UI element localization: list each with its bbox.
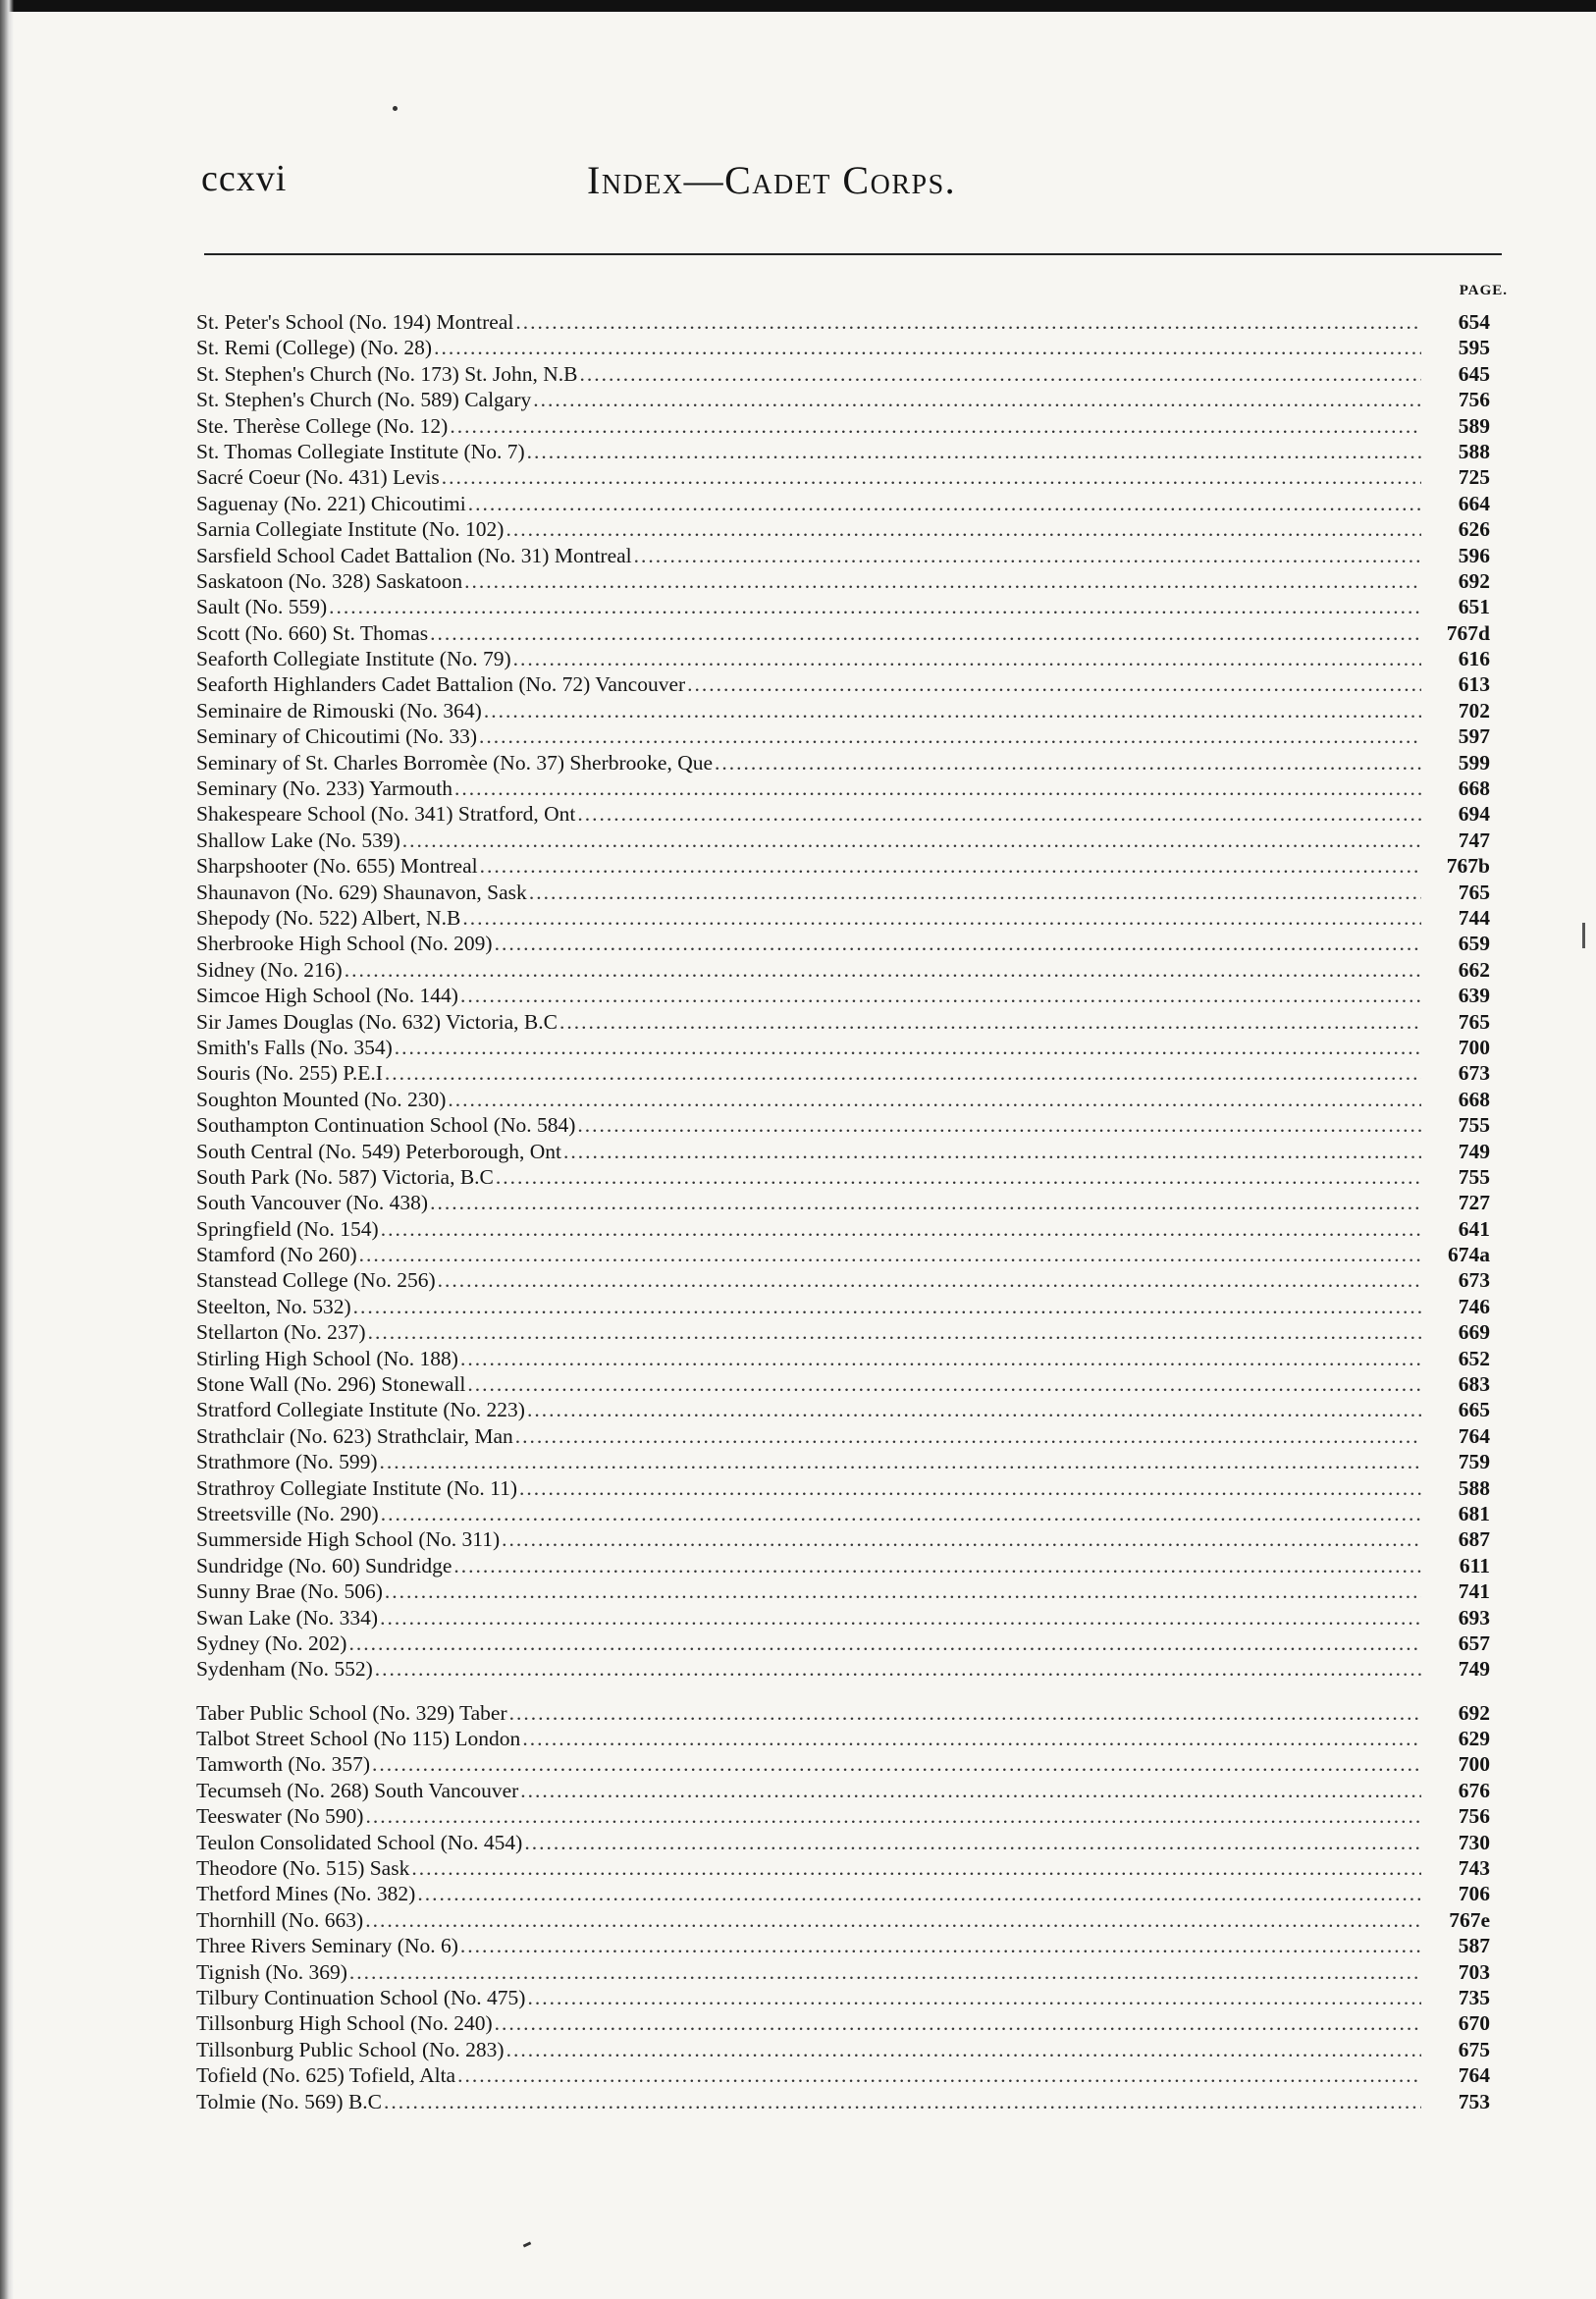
index-entry [196,2010,1490,2036]
dot-leader [365,1907,1421,1933]
index-entry [196,1346,1490,1371]
index-entry [196,2037,1490,2062]
entry-page-number: 747 [1458,828,1490,852]
entry-page-number: 595 [1458,336,1490,360]
dot-leader [529,880,1421,905]
dot-leader [430,620,1421,646]
entry-name: Scott (No. 660) St. Thomas [196,620,429,645]
entry-page-number: 749 [1458,1139,1490,1163]
index-entry [196,1190,1490,1215]
entry-name: Tecumseh (No. 268) South Vancouver [196,1778,519,1802]
index-entry [196,1803,1490,1829]
index-entry [196,1216,1490,1242]
index-entry [196,1605,1490,1631]
index-entry [196,516,1490,542]
entry-page-number: 765 [1458,880,1490,904]
entry-name: Strathroy Collegiate Institute (No. 11) [196,1475,518,1500]
index-entry [196,413,1490,439]
entry-page-number: 675 [1458,2037,1490,2061]
entry-page-number: 676 [1458,1778,1490,1802]
running-head [201,157,1497,216]
index-entry [196,1985,1490,2010]
index-group [196,1700,1490,2114]
dot-leader [384,2089,1421,2114]
dot-leader [467,1371,1421,1397]
dot-leader [563,1139,1421,1164]
dot-leader [527,439,1421,464]
dot-leader [349,1959,1421,1985]
index-entry [196,775,1490,801]
print-speck [523,2241,532,2247]
dot-leader [385,1060,1421,1086]
entry-page-number: 681 [1458,1501,1490,1525]
index-entry [196,1526,1490,1552]
entry-name: Theodore (No. 515) Sask [196,1856,410,1881]
dot-leader [450,413,1421,439]
index-entry [196,671,1490,697]
index-entry [196,983,1490,1008]
entry-name: Stirling High School (No. 188) [196,1346,458,1370]
entry-name: South Central (No. 549) Peterborough, Ont [196,1139,562,1163]
index-entry [196,828,1490,853]
entry-page-number: 755 [1458,1164,1490,1189]
dot-leader [519,1475,1421,1501]
dot-leader [515,1423,1421,1449]
entry-page-number: 673 [1458,1061,1490,1086]
index-entry [196,1907,1490,1933]
index-entry [196,1009,1490,1035]
index-entry [196,335,1490,360]
entry-page-number: 692 [1458,568,1490,593]
index-entry [196,2089,1490,2114]
entry-page-number: 651 [1458,595,1490,619]
dot-leader [345,957,1421,983]
dot-leader [495,931,1421,956]
dot-leader [484,698,1421,723]
index-entry [196,1700,1490,1726]
index-entry [196,309,1490,335]
entry-name: Souris (No. 255) P.E.I [196,1061,383,1086]
entry-name: Saskatoon (No. 328) Saskatoon [196,568,463,593]
entry-page-number: 588 [1458,439,1490,463]
dot-leader [381,1216,1421,1242]
dot-leader [522,1726,1421,1751]
entry-page-number: 669 [1458,1320,1490,1345]
entry-page-number: 674a [1448,1243,1490,1267]
entry-name: Stratford Collegiate Institute (No. 223) [196,1398,525,1422]
entry-page-number: 706 [1458,1882,1490,1906]
index-entry [196,1656,1490,1682]
entry-page-number: 692 [1458,1700,1490,1725]
dot-leader [513,646,1421,671]
margin-mark [1582,923,1585,948]
dot-leader [464,568,1421,594]
page-number-roman: ccxvi [201,158,288,199]
entry-name: Thornhill (No. 663) [196,1907,364,1932]
entry-page-number: 687 [1458,1527,1490,1552]
dot-leader [527,1397,1421,1422]
dot-leader [715,750,1421,775]
entry-name: Shaunavon (No. 629) Shaunavon, Sask [196,880,527,904]
entry-page-number: 597 [1458,724,1490,749]
entry-page-number: 767b [1446,854,1490,879]
entry-name: Sarnia Collegiate Institute (No. 102) [196,517,505,542]
entry-name: Teeswater (No 590) [196,1804,364,1829]
index-entry [196,1578,1490,1604]
index-entry [196,750,1490,775]
index-entry [196,620,1490,646]
index-entry [196,723,1490,749]
entry-name: Sunny Brae (No. 506) [196,1579,383,1604]
index-entry [196,905,1490,931]
index-entry [196,1319,1490,1345]
index-entries [196,309,1490,2114]
index-entry [196,1060,1490,1086]
entry-page-number: 735 [1458,1986,1490,2009]
entry-name: Stamford (No 260) [196,1243,357,1267]
entry-name: Sherbrooke High School (No. 209) [196,932,493,956]
index-entry [196,1830,1490,1855]
entry-name: Tolmie (No. 569) B.C [196,2089,382,2113]
entry-name: Seminary (No. 233) Yarmouth [196,776,452,801]
entry-page-number: 702 [1458,698,1490,722]
entry-page-number: 753 [1458,2089,1490,2113]
entry-name: Tillsonburg Public School (No. 283) [196,2037,505,2061]
dot-leader [448,1087,1421,1112]
dot-leader [533,387,1421,412]
entry-page-number: 730 [1458,1830,1490,1854]
entry-page-number: 694 [1458,802,1490,827]
entry-name: St. Peter's School (No. 194) Montreal [196,310,514,334]
entry-page-number: 596 [1458,543,1490,567]
entry-name: St. Stephen's Church (No. 589) Calgary [196,388,532,412]
index-entry [196,543,1490,568]
entry-page-number: 741 [1458,1579,1490,1604]
dot-leader [380,1449,1421,1474]
index-entry [196,568,1490,594]
dot-leader [434,335,1421,360]
entry-name: Sir James Douglas (No. 632) Victoria, B.C [196,1009,558,1034]
index-entry [196,387,1490,412]
entry-page-number: 693 [1458,1605,1490,1630]
entry-name: Simcoe High School (No. 144) [196,984,458,1008]
entry-page-number: 759 [1458,1450,1490,1474]
dot-leader [353,1294,1421,1319]
index-entry [196,1553,1490,1578]
entry-page-number: 616 [1458,647,1490,671]
entry-page-number: 670 [1458,2011,1490,2036]
entry-name: Steelton, No. 532) [196,1294,351,1318]
entry-name: South Vancouver (No. 438) [196,1191,429,1215]
entry-page-number: 589 [1458,413,1490,438]
entry-page-number: 652 [1458,1346,1490,1370]
entry-name: Saguenay (No. 221) Chicoutimi [196,491,466,515]
entry-name: St. Stephen's Church (No. 173) St. John, N.B [196,361,578,386]
entry-page-number: 673 [1458,1268,1490,1293]
dot-leader [577,801,1421,827]
entry-page-number: 703 [1458,1959,1490,1984]
entry-page-number: 756 [1458,1804,1490,1829]
entry-page-number: 746 [1458,1294,1490,1318]
index-entry [196,1881,1490,1906]
dot-leader [438,1267,1421,1293]
entry-page-number: 727 [1458,1191,1490,1215]
index-entry [196,1112,1490,1138]
index-entry [196,464,1490,490]
entry-page-number: 755 [1458,1113,1490,1138]
index-entry [196,1242,1490,1267]
entry-name: Southampton Continuation School (No. 584) [196,1113,576,1138]
entry-name: Seminary of St. Charles Borromèe (No. 37) Sherbrooke, Que [196,750,714,775]
entry-name: Thetford Mines (No. 382) [196,1882,416,1906]
entry-page-number: 700 [1458,1752,1490,1777]
entry-name: St. Thomas Collegiate Institute (No. 7) [196,439,525,463]
dot-leader [496,1164,1421,1190]
dot-leader [468,491,1421,516]
index-entry [196,646,1490,671]
dot-leader [505,516,1421,542]
page-title: Index—Cadet Corps. [587,158,957,202]
dot-leader [385,1578,1421,1604]
index-entry [196,957,1490,983]
dot-leader [348,1631,1421,1656]
index-entry [196,439,1490,464]
entry-page-number: 767e [1449,1907,1490,1932]
entry-name: Sydney (No. 202) [196,1631,347,1655]
entry-name: Shallow Lake (No. 539) [196,828,400,852]
entry-page-number: 749 [1458,1657,1490,1682]
dot-leader [460,1346,1421,1371]
dot-leader [460,983,1421,1008]
entry-name: Stellarton (No. 237) [196,1320,366,1345]
entry-name: Strathmore (No. 599) [196,1450,378,1474]
entry-name: Talbot Street School (No 115) London [196,1727,521,1751]
dot-leader [380,1605,1421,1631]
entry-name: Stone Wall (No. 296) Stonewall [196,1372,466,1397]
dot-leader [457,2062,1421,2088]
dot-leader [365,1803,1421,1829]
index-entry [196,1397,1490,1422]
entry-page-number: 744 [1458,905,1490,930]
entry-page-number: 645 [1458,361,1490,386]
entry-name: Streetsville (No. 290) [196,1501,379,1525]
entry-page-number: 588 [1458,1475,1490,1500]
entry-page-number: 668 [1458,776,1490,801]
dot-leader [454,775,1421,801]
dot-leader [480,853,1421,879]
entry-name: Smith's Falls (No. 354) [196,1035,393,1059]
dot-leader [580,361,1422,387]
index-entry [196,1751,1490,1777]
entry-name: Sacré Coeur (No. 431) Levis [196,465,440,490]
entry-page-number: 662 [1458,957,1490,982]
entry-name: South Park (No. 587) Victoria, B.C [196,1164,494,1189]
entry-page-number: 626 [1458,517,1490,542]
dot-leader [359,1242,1421,1267]
entry-name: Tamworth (No. 357) [196,1752,371,1777]
entry-name: Tilbury Continuation School (No. 475) [196,1986,526,2009]
dot-leader [506,2037,1421,2062]
entry-page-number: 629 [1458,1727,1490,1751]
index-entry [196,1371,1490,1397]
top-edge-rule [0,0,1596,12]
dot-leader [577,1112,1421,1138]
index-entry [196,1726,1490,1751]
entry-name: Soughton Mounted (No. 230) [196,1087,447,1111]
dot-leader [329,594,1421,619]
dot-leader [368,1319,1421,1345]
dot-leader [453,1553,1421,1578]
dot-leader [495,2010,1421,2036]
index-entry [196,1933,1490,1958]
dot-leader [527,1985,1421,2010]
entry-name: Springfield (No. 154) [196,1216,379,1241]
entry-page-number: 641 [1458,1216,1490,1241]
index-entry [196,1475,1490,1501]
dot-leader [372,1751,1421,1777]
dot-leader [402,828,1421,853]
index-entry [196,1449,1490,1474]
entry-name: Taber Public School (No. 329) Taber [196,1700,507,1725]
entry-name: Sydenham (No. 552) [196,1657,373,1682]
index-entry [196,1501,1490,1526]
entry-page-number: 611 [1459,1553,1490,1577]
entry-name: Summerside High School (No. 311) [196,1527,501,1552]
dot-leader [417,1881,1421,1906]
entry-name: Tillsonburg High School (No. 240) [196,2011,493,2036]
entry-page-number: 764 [1458,1423,1490,1448]
index-entry [196,1139,1490,1164]
entry-page-number: 599 [1458,750,1490,775]
index-entry [196,361,1490,387]
dot-leader [462,905,1421,931]
entry-page-number: 659 [1458,932,1490,956]
dot-leader [559,1009,1421,1035]
index-entry [196,853,1490,879]
dot-leader [515,309,1421,335]
entry-name: Teulon Consolidated School (No. 454) [196,1830,523,1854]
entry-page-number: 639 [1458,984,1490,1008]
entry-name: Sault (No. 559) [196,595,328,619]
dot-leader [479,723,1421,749]
dot-leader [442,464,1421,490]
index-entry [196,1294,1490,1319]
index-entry [196,1855,1490,1881]
dot-leader [520,1778,1421,1803]
index-entry [196,1035,1490,1060]
entry-page-number: 764 [1458,2063,1490,2088]
entry-name: Tignish (No. 369) [196,1959,347,1984]
page-column-label: PAGE. [1459,283,1508,298]
entry-name: Tofield (No. 625) Tofield, Alta [196,2063,456,2088]
dot-leader [381,1501,1421,1526]
entry-page-number: 756 [1458,388,1490,412]
entry-page-number: 587 [1458,1934,1490,1958]
dot-leader [375,1656,1421,1682]
entry-page-number: 657 [1458,1631,1490,1655]
entry-page-number: 743 [1458,1856,1490,1881]
entry-name: Sarsfield School Cadet Battalion (No. 31) Montreal [196,543,632,567]
dot-leader [430,1190,1421,1215]
entry-page-number: 668 [1458,1087,1490,1111]
index-entry [196,1267,1490,1293]
entry-name: Sundridge (No. 60) Sundridge [196,1553,452,1577]
index-entry [196,931,1490,956]
dot-leader [634,543,1421,568]
index-entry [196,1164,1490,1190]
entry-name: Seminaire de Rimouski (No. 364) [196,698,482,722]
index-group [196,309,1490,1683]
entry-page-number: 700 [1458,1035,1490,1059]
index-entry [196,1087,1490,1112]
entry-page-number: 664 [1458,491,1490,515]
dot-leader [460,1933,1421,1958]
dot-leader [687,671,1421,697]
entry-name: Strathclair (No. 623) Strathclair, Man [196,1423,513,1448]
print-speck [393,106,398,111]
dot-leader [502,1526,1421,1552]
index-entry [196,801,1490,827]
entry-name: St. Remi (College) (No. 28) [196,336,433,360]
index-entry [196,1959,1490,1985]
entry-page-number: 613 [1458,672,1490,697]
entry-name: Seaforth Collegiate Institute (No. 79) [196,647,511,671]
index-entry [196,1631,1490,1656]
entry-name: Shakespeare School (No. 341) Stratford, Ont [196,802,576,827]
entry-name: Swan Lake (No. 334) [196,1605,379,1630]
entry-name: Seaforth Highlanders Cadet Battalion (No. 72) Vancouver [196,672,686,697]
index-entry [196,698,1490,723]
entry-page-number: 765 [1458,1009,1490,1034]
entry-name: Seminary of Chicoutimi (No. 33) [196,724,478,749]
index-entry [196,594,1490,619]
dot-leader [509,1700,1421,1726]
page-binding-edge [0,0,14,2299]
index-entry [196,2062,1490,2088]
entry-name: Stanstead College (No. 256) [196,1268,436,1293]
entry-name: Three Rivers Seminary (No. 6) [196,1934,458,1958]
entry-page-number: 725 [1458,465,1490,490]
dot-leader [524,1830,1421,1855]
index-entry [196,1778,1490,1803]
entry-page-number: 665 [1458,1398,1490,1422]
dot-leader [411,1855,1421,1881]
entry-name: Shepody (No. 522) Albert, N.B [196,905,461,930]
entry-name: Sharpshooter (No. 655) Montreal [196,854,478,879]
entry-page-number: 683 [1458,1372,1490,1397]
index-entry [196,491,1490,516]
entry-name: Sidney (No. 216) [196,957,343,982]
entry-page-number: 767d [1446,620,1490,645]
entry-name: Ste. Therèse College (No. 12) [196,413,449,438]
header-rule [204,253,1502,255]
dot-leader [395,1035,1421,1060]
index-entry [196,880,1490,905]
entry-page-number: 654 [1458,310,1490,334]
index-entry [196,1423,1490,1449]
